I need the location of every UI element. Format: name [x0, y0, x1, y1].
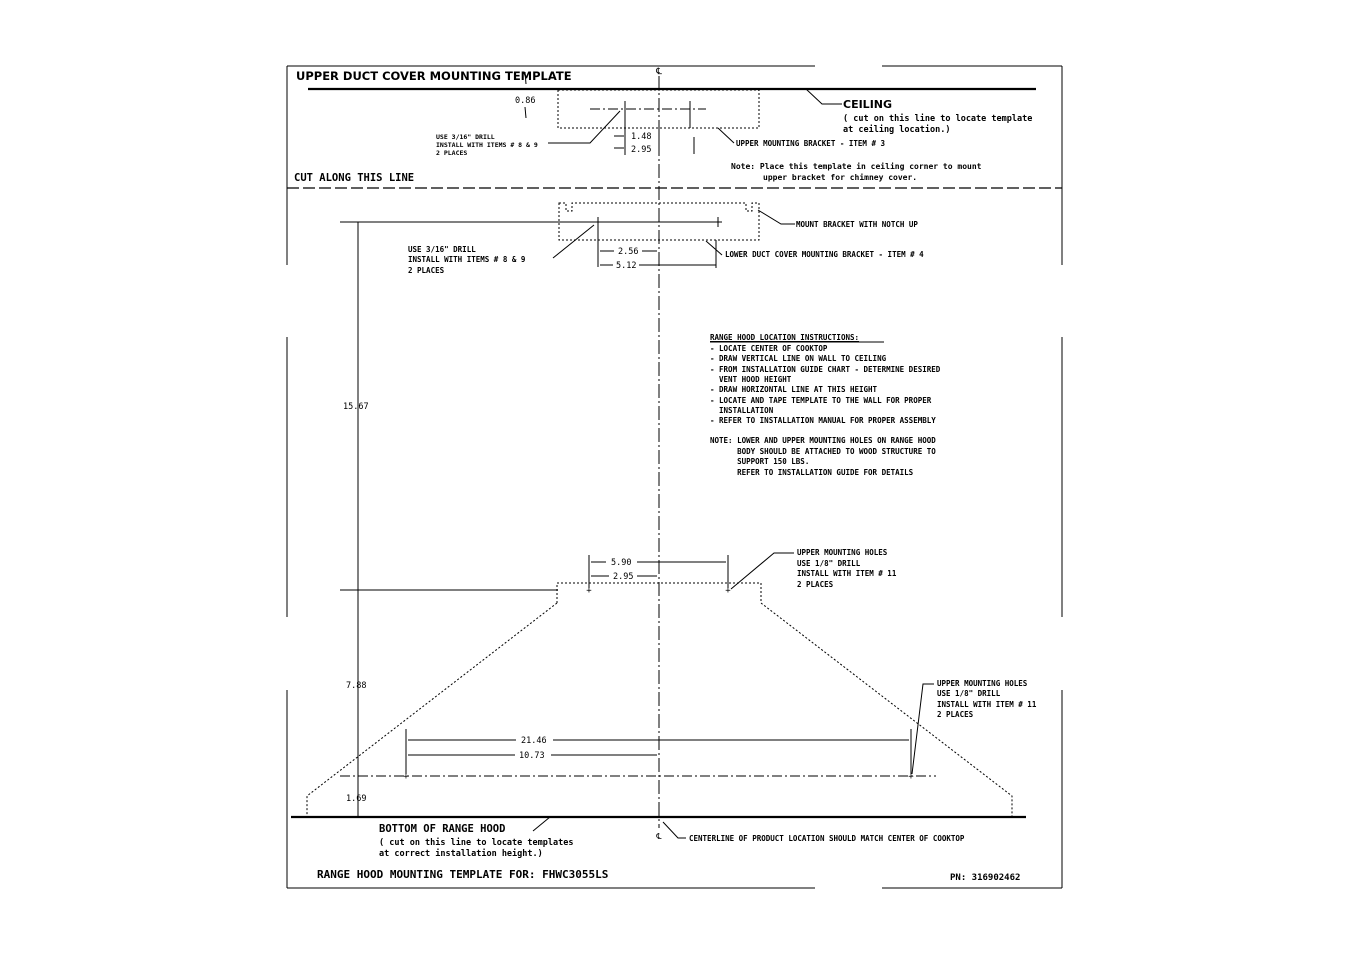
instruction-line: VENT HOOD HEIGHT: [710, 375, 792, 384]
ceiling-note-line-2: at ceiling location.): [843, 125, 951, 135]
lower-hole-left-marker: +: [403, 772, 409, 782]
bottom-note-line-2: at correct installation height.): [379, 849, 543, 859]
lower-full-spacing-dim: 5.12: [616, 261, 637, 271]
notch-label: MOUNT BRACKET WITH NOTCH UP: [796, 220, 918, 229]
bottom-of-hood-label: BOTTOM OF RANGE HOOD: [379, 823, 506, 835]
instruction-note-line: BODY SHOULD BE ATTACHED TO WOOD STRUCTURE TO: [710, 447, 936, 456]
upper-template-title: UPPER DUCT COVER MOUNTING TEMPLATE: [296, 69, 572, 83]
cut-line-label: CUT ALONG THIS LINE: [294, 172, 415, 184]
vertical-dim-middle: 7.88: [346, 681, 367, 691]
upper-bracket-label: UPPER MOUNTING BRACKET - ITEM # 3: [736, 139, 886, 148]
upper-hole-right-marker: +: [725, 586, 731, 596]
upper-holes-note-1: UPPER MOUNTING HOLES: [797, 548, 888, 557]
lower-holes-note-4: 2 PLACES: [937, 710, 974, 719]
placement-note-line-2: upper bracket for chimney cover.: [763, 173, 918, 182]
upper-holes-note-2: USE 1/8" DRILL: [797, 559, 861, 568]
ceiling-label: CEILING: [843, 98, 893, 111]
instruction-line: - REFER TO INSTALLATION MANUAL FOR PROPER ASSEMBLY: [710, 416, 936, 425]
instruction-line: - FROM INSTALLATION GUIDE CHART - DETERMINE DESIRED: [710, 365, 941, 374]
instruction-line: - DRAW HORIZONTAL LINE AT THIS HEIGHT: [710, 385, 878, 394]
footer-title: RANGE HOOD MOUNTING TEMPLATE FOR: FHWC3055LS: [317, 868, 609, 881]
instruction-note-line: SUPPORT 150 LBS.: [710, 457, 810, 466]
vertical-dim-lower: 1.69: [346, 794, 367, 804]
lower-half-spacing-dim: 2.56: [618, 247, 639, 257]
lower-holes-half-dim: 10.73: [519, 751, 545, 761]
instructions-heading: RANGE HOOD LOCATION INSTRUCTIONS:: [710, 333, 860, 342]
lower-bracket-leader: [706, 241, 722, 255]
centerline-note: CENTERLINE OF PRODUCT LOCATION SHOULD MATCH CENTER OF COOKTOP: [689, 834, 965, 843]
instruction-line: - LOCATE CENTER OF COOKTOP: [710, 344, 828, 353]
upper-holes-leader: [731, 553, 794, 589]
upper-holes-note-3: INSTALL WITH ITEM # 11: [797, 569, 897, 578]
bottom-note-line-1: ( cut on this line to locate templates: [379, 838, 574, 848]
hood-body-right-taper: [761, 603, 1012, 816]
lower-drill-note-2: INSTALL WITH ITEMS # 8 & 9: [408, 255, 526, 264]
centerline-note-leader: [663, 822, 686, 838]
instruction-note-line: NOTE: LOWER AND UPPER MOUNTING HOLES ON RANGE HOOD: [710, 436, 936, 445]
upper-drill-note-2: INSTALL WITH ITEMS # 8 & 9: [436, 141, 538, 149]
centerline-mark-bottom: ℄: [656, 832, 662, 841]
upper-holes-full-dim: 5.90: [611, 558, 632, 568]
upper-drill-note-1: USE 3/16" DRILL: [436, 133, 495, 141]
instruction-line: - LOCATE AND TAPE TEMPLATE TO THE WALL FOR PROPER: [710, 396, 932, 405]
instructions-list: [710, 344, 941, 477]
instruction-line: - DRAW VERTICAL LINE ON WALL TO CEILING: [710, 354, 887, 363]
upper-depth-dim: 0.86: [515, 96, 536, 106]
vertical-dim-upper: 15.67: [343, 402, 369, 412]
upper-hole-left-marker: +: [586, 586, 592, 596]
lower-holes-note-1: UPPER MOUNTING HOLES: [937, 679, 1028, 688]
hood-body-left-taper: [307, 603, 557, 816]
instruction-line: INSTALLATION: [710, 406, 774, 415]
upper-holes-note-4: 2 PLACES: [797, 580, 834, 589]
lower-holes-note-2: USE 1/8" DRILL: [937, 689, 1001, 698]
notch-leader: [758, 210, 795, 224]
lower-drill-note-3: 2 PLACES: [408, 266, 445, 275]
ceiling-leader: [806, 89, 842, 104]
lower-bracket-label: LOWER DUCT COVER MOUNTING BRACKET - ITEM # 4: [725, 250, 924, 259]
upper-drill-note-3: 2 PLACES: [436, 149, 468, 157]
bottom-label-leader: [533, 817, 550, 831]
upper-half-spacing-dim: 1.48: [631, 132, 652, 142]
lower-drill-note-1: USE 3/16" DRILL: [408, 245, 476, 254]
lower-holes-note-3: INSTALL WITH ITEM # 11: [937, 700, 1037, 709]
ceiling-note-line-1: ( cut on this line to locate template: [843, 114, 1033, 124]
lower-hole-right-marker: +: [908, 772, 914, 782]
instruction-note-line: REFER TO INSTALLATION GUIDE FOR DETAILS: [710, 468, 914, 477]
lower-drill-leader: [553, 225, 594, 258]
footer-part-number: PN: 316902462: [950, 873, 1021, 883]
lower-holes-full-dim: 21.46: [521, 736, 547, 746]
lower-holes-leader: [912, 684, 934, 774]
centerline-mark-top: ℄: [656, 67, 662, 77]
upper-holes-half-dim: 2.95: [613, 572, 634, 582]
upper-depth-tick: [525, 107, 526, 118]
template-border: [287, 66, 1062, 888]
placement-note-line-1: Note: Place this template in ceiling corner to mount: [731, 162, 982, 171]
upper-full-spacing-dim: 2.95: [631, 145, 652, 155]
upper-bracket-leader: [718, 128, 734, 143]
upper-drill-leader: [548, 111, 620, 143]
